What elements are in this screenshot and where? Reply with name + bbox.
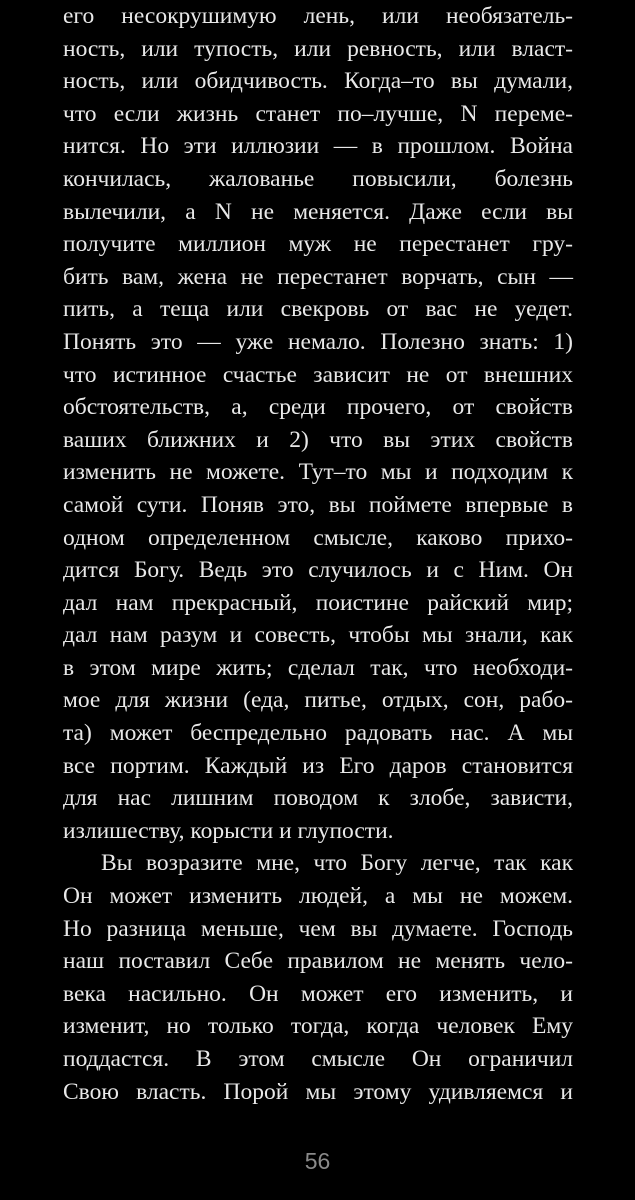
text-line: самой сути. Поняв это, вы поймете впервые в	[63, 491, 573, 518]
text-line: его несокрушимую лень, или необязатель-	[63, 3, 573, 29]
text-line: что истинное счастье зависит не от внешних	[63, 361, 573, 388]
text-line: Вы возразите мне, что Богу легче, так как	[101, 850, 573, 877]
page-number: 56	[304, 1148, 331, 1174]
text-line: кончилась, жалованье повысили, болезнь	[63, 165, 573, 192]
text-line: Свою власть. Порой мы этому удивляемся и	[63, 1078, 573, 1105]
text-line: пить, а теща или свекровь от вас не уедет.	[63, 296, 573, 323]
text-line: ность, или тупость, или ревность, или власт-	[63, 35, 573, 62]
text-line: обстоятельств, а, среди прочего, от свойств	[63, 394, 573, 421]
text-line: все портим. Каждый из Его даров становится	[63, 752, 573, 779]
text-line: для нас лишним поводом к злобе, зависти,	[63, 785, 573, 812]
text-line: та) может беспредельно радовать нас. А мы	[63, 720, 573, 747]
text-line: изменить не можете. Тут–то мы и подходим к	[63, 459, 573, 486]
text-line: в этом мире жить; сделал так, что необходи-	[63, 654, 573, 681]
paragraph-2	[63, 847, 573, 1108]
text-line: дится Богу. Ведь это случилось и с Ним. Он	[63, 557, 573, 584]
text-line: мое для жизни (еда, питье, отдых, сон, рабо-	[63, 687, 573, 714]
text-line: поддастся. В этом смысле Он ограничил	[63, 1046, 573, 1072]
text-line: что если жизнь станет по–лучше, N переме-	[63, 100, 573, 127]
paragraph-1	[63, 0, 573, 847]
text-line: вылечили, а N не меняется. Даже если вы	[63, 198, 573, 225]
text-line: дал нам прекрасный, поистине райский мир;	[63, 589, 573, 616]
text-line: изменит, но только тогда, когда человек Ему	[63, 1013, 573, 1040]
text-line: Он может изменить людей, а мы не можем.	[63, 883, 573, 910]
text-line: бить вам, жена не перестанет ворчать, сын —	[63, 263, 573, 290]
text-line: ность, или обидчивость. Когда–то вы думали,	[63, 68, 573, 95]
text-line: Но разница меньше, чем вы думаете. Господь	[63, 915, 573, 942]
text-line: излишеству, корысти и глупости.	[63, 817, 394, 844]
text-line: дал нам разум и совесть, чтобы мы знали, как	[63, 622, 573, 649]
text-line: Понять это — уже немало. Полезно знать: 1)	[63, 328, 573, 355]
text-line: ваших ближних и 2) что вы этих свойств	[63, 426, 573, 453]
text-line: получите миллион муж не перестанет гру-	[63, 231, 573, 258]
book-text	[63, 0, 573, 1108]
text-line: одном определенном смысле, каково прихо-	[63, 524, 573, 551]
text-line: века насильно. Он может его изменить, и	[63, 980, 573, 1007]
text-line: наш поставил Себе правилом не менять чело-	[63, 948, 573, 975]
text-line: нится. Но эти иллюзии — в прошлом. Война	[63, 133, 573, 160]
